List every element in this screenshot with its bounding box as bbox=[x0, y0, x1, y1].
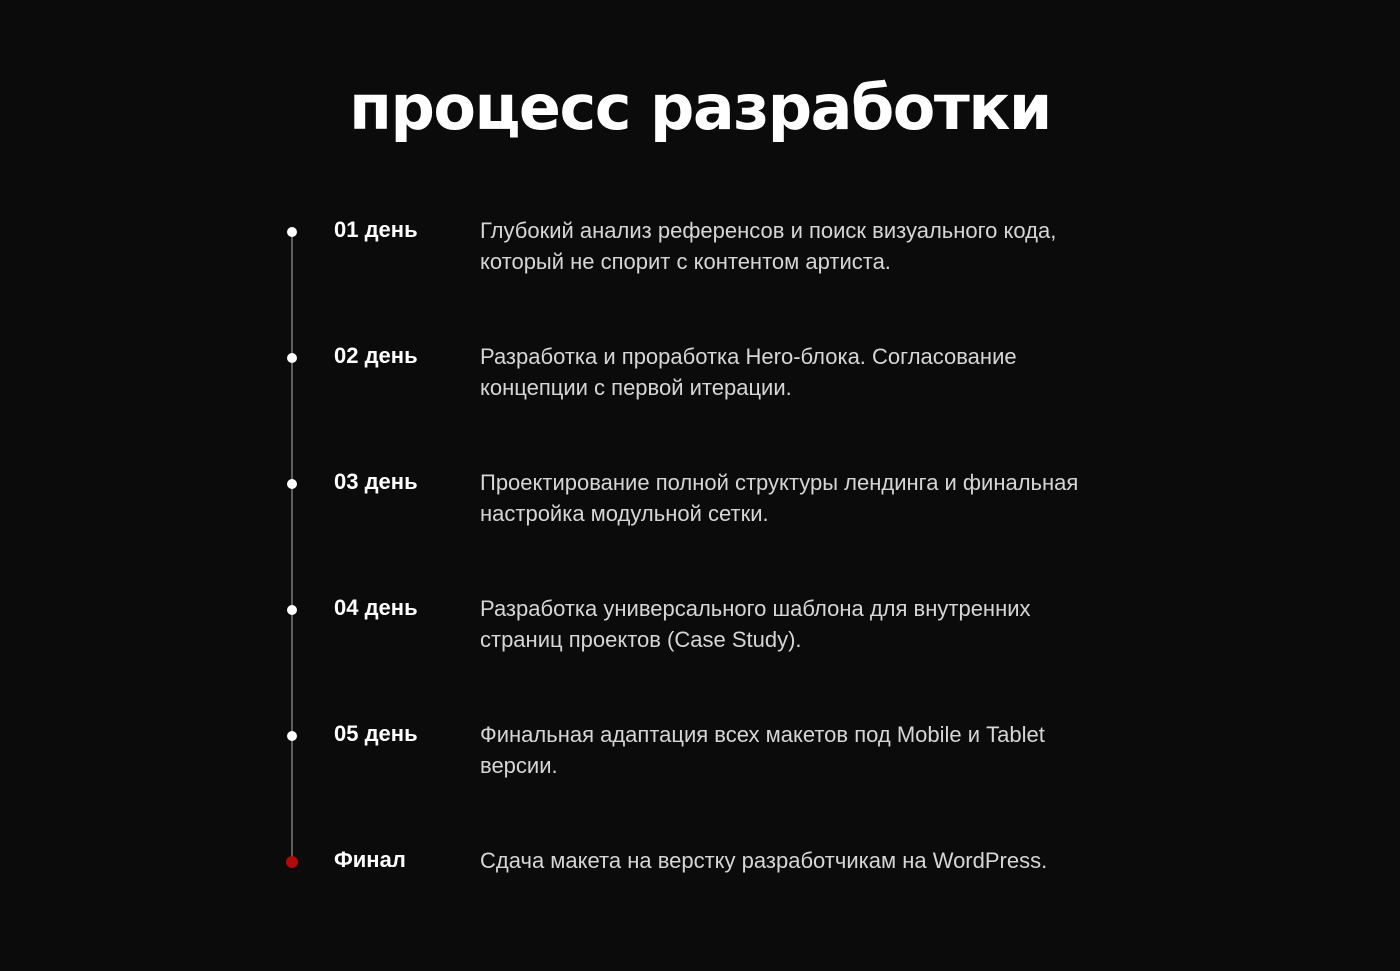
timeline-step-day-02 bbox=[0, 343, 1400, 437]
timeline-step-day-03 bbox=[0, 469, 1400, 563]
timeline-final-dot-icon bbox=[286, 856, 298, 868]
step-description: Разработка и проработка Hero-блока. Согласование концепции с первой итерации. bbox=[480, 344, 1017, 400]
step-label: 02 день bbox=[334, 343, 418, 368]
step-label: 03 день bbox=[334, 469, 418, 494]
timeline-step-day-04 bbox=[0, 595, 1400, 689]
timeline-dot-icon bbox=[287, 605, 297, 615]
step-label: 04 день bbox=[334, 595, 418, 620]
step-description: Разработка универсального шаблона для внутренних страниц проектов (Case Study). bbox=[480, 596, 1031, 652]
step-description: Сдача макета на верстку разработчикам на WordPress. bbox=[480, 848, 1048, 873]
step-label: 01 день bbox=[334, 217, 418, 242]
step-description: Глубокий анализ референсов и поиск визуального кода, который не спорит с контентом артиста. bbox=[480, 218, 1057, 274]
step-description: Проектирование полной структуры лендинга и финальная настройка модульной сетки. bbox=[480, 470, 1079, 526]
step-label: Финал bbox=[334, 847, 406, 872]
timeline-step-day-01 bbox=[0, 217, 1400, 311]
timeline-step-final bbox=[0, 847, 1400, 941]
timeline-dot-icon bbox=[287, 353, 297, 363]
timeline-dot-icon bbox=[287, 227, 297, 237]
timeline-dot-icon bbox=[287, 731, 297, 741]
step-label: 05 день bbox=[334, 721, 418, 746]
timeline-dot-icon bbox=[287, 479, 297, 489]
timeline-step-day-05 bbox=[0, 721, 1400, 815]
step-description: Финальная адаптация всех макетов под Mobile и Tablet версии. bbox=[480, 722, 1045, 778]
page-title: процесс разработки bbox=[349, 71, 1051, 144]
